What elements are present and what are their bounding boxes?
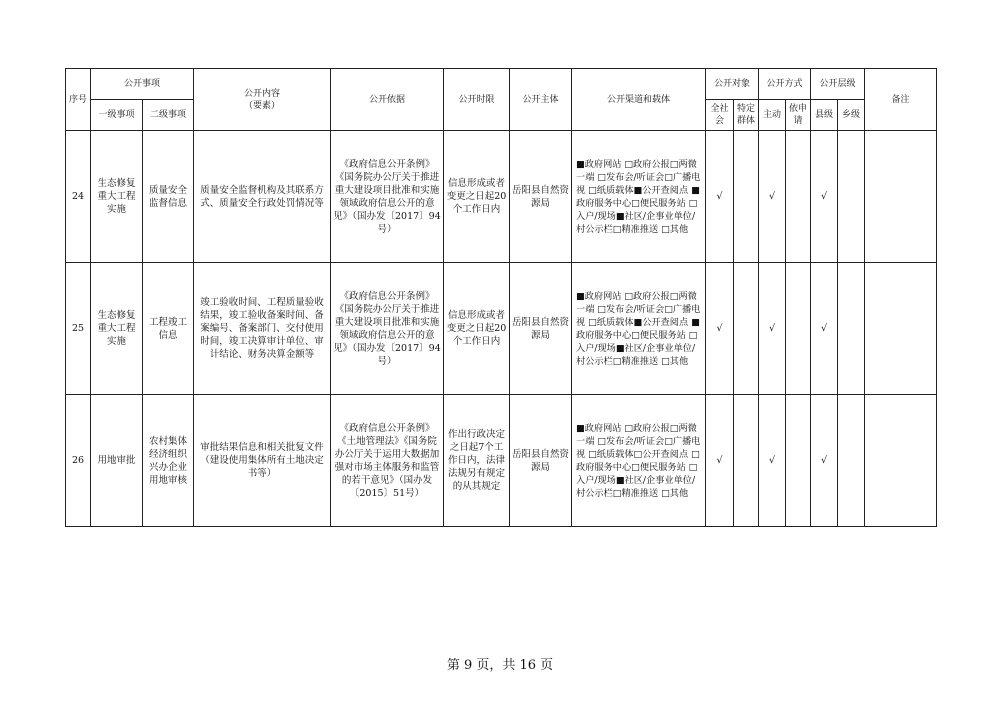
row-content: 竣工验收时间、工程质量验收结果，竣工验收备案时间、备案编号、备案部门、交付使用时间，竣工决算审计单位、审计结论、财务决算金额等 [194, 263, 331, 395]
header-target-all: 全社会 [706, 100, 734, 131]
header-public-items: 公开事项 [91, 69, 194, 100]
header-basis: 公开依据 [331, 69, 444, 131]
row-channels: ■政府网站 □政府公报□两微一端 □发布会/听证会□广播电视 □纸质载体■公开查阅点 ■政府服务中心□便民服务站 □入户/现场■社区/企事业单位/村公示栏□精准推送 □其他 [572, 131, 706, 263]
row-remarks [865, 131, 937, 263]
row-level-township [838, 263, 865, 395]
row-remarks [865, 263, 937, 395]
row-level2: 农村集体经济组织兴办企业用地审核 [143, 395, 194, 527]
row-basis: 《政府信息公开条例》《国务院办公厅关于推进重大建设项目批准和实施领域政府信息公开的意见》（国办发〔2017〕94号） [331, 263, 444, 395]
header-content-subtitle: （要素） [244, 100, 281, 111]
header-content-title: 公开内容 [244, 88, 281, 99]
row-level1: 生态修复重大工程实施 [91, 263, 143, 395]
row-subject: 岳阳县自然资源局 [510, 395, 572, 527]
row-target-all: √ [706, 263, 734, 395]
header-time-limit: 公开时限 [444, 69, 510, 131]
row-seq: 24 [66, 131, 91, 263]
header-method-active: 主动 [759, 100, 786, 131]
header-channels: 公开渠道和载体 [572, 69, 706, 131]
row-time-limit: 作出行政决定之日起7个工作日内，法律法规另有规定的从其规定 [444, 395, 510, 527]
row-seq: 26 [66, 395, 91, 527]
row-time-limit: 信息形成或者变更之日起20个工作日内 [444, 131, 510, 263]
row-method-request [786, 395, 811, 527]
table-row [66, 263, 937, 395]
row-method-active: √ [759, 131, 786, 263]
header-content [194, 69, 331, 131]
row-target-all: √ [706, 131, 734, 263]
header-subject: 公开主体 [510, 69, 572, 131]
table-row [66, 131, 937, 263]
row-level1: 用地审批 [91, 395, 143, 527]
row-level-county: √ [811, 395, 838, 527]
row-method-request [786, 263, 811, 395]
page-number: 第 9 页，共 16 页 [446, 658, 554, 673]
row-level-township [838, 131, 865, 263]
row-channels: ■政府网站 □政府公报□两微一端 □发布会/听证会□广播电视 □纸质载体■公开查阅点 ■政府服务中心□便民服务站 □入户/现场■社区/企事业单位/村公示栏□精准推送 □其他 [572, 263, 706, 395]
header-target: 公开对象 [706, 69, 759, 100]
row-method-active: √ [759, 395, 786, 527]
row-level-county: √ [811, 263, 838, 395]
header-level-township: 乡级 [838, 100, 865, 131]
header-level1: 一级事项 [91, 100, 143, 131]
table-row [66, 395, 937, 527]
row-subject: 岳阳县自然资源局 [510, 263, 572, 395]
row-content: 审批结果信息和相关批复文件（建设使用集体所有土地决定书等） [194, 395, 331, 527]
row-target-specific [734, 131, 759, 263]
disclosure-table [65, 68, 937, 527]
row-level1: 生态修复重大工程实施 [91, 131, 143, 263]
row-target-specific [734, 263, 759, 395]
header-level-county: 县级 [811, 100, 838, 131]
row-level2: 质量安全监督信息 [143, 131, 194, 263]
header-seq: 序号 [66, 69, 91, 131]
header-method-request: 依申请 [786, 100, 811, 131]
row-subject: 岳阳县自然资源局 [510, 131, 572, 263]
header-level: 公开层级 [811, 69, 865, 100]
row-method-request [786, 131, 811, 263]
row-channels: ■政府网站 □政府公报□两微一端 □发布会/听证会□广播电视 □纸质载体□公开查阅点 □政府服务中心□便民服务站 □入户/现场■社区/企事业单位/村公示栏□精准推送 □其他 [572, 395, 706, 527]
row-basis: 《政府信息公开条例》《国务院办公厅关于推进重大建设项目批准和实施领域政府信息公开的意见》（国办发〔2017〕94号） [331, 131, 444, 263]
row-content: 质量安全监督机构及其联系方式、质量安全行政处罚情况等 [194, 131, 331, 263]
header-remarks: 备注 [865, 69, 937, 131]
header-method: 公开方式 [759, 69, 811, 100]
row-level-county: √ [811, 131, 838, 263]
header-level2: 二级事项 [143, 100, 194, 131]
row-target-specific [734, 395, 759, 527]
row-seq: 25 [66, 263, 91, 395]
row-method-active: √ [759, 263, 786, 395]
row-remarks [865, 395, 937, 527]
row-basis: 《政府信息公开条例》《土地管理法》《国务院办公厅关于运用大数据加强对市场主体服务和监管的若干意见》（国办发〔2015〕51号） [331, 395, 444, 527]
row-time-limit: 信息形成或者变更之日起20个工作日内 [444, 263, 510, 395]
row-level2: 工程竣工信息 [143, 263, 194, 395]
header-target-specific: 特定群体 [734, 100, 759, 131]
row-level-township [838, 395, 865, 527]
row-target-all: √ [706, 395, 734, 527]
